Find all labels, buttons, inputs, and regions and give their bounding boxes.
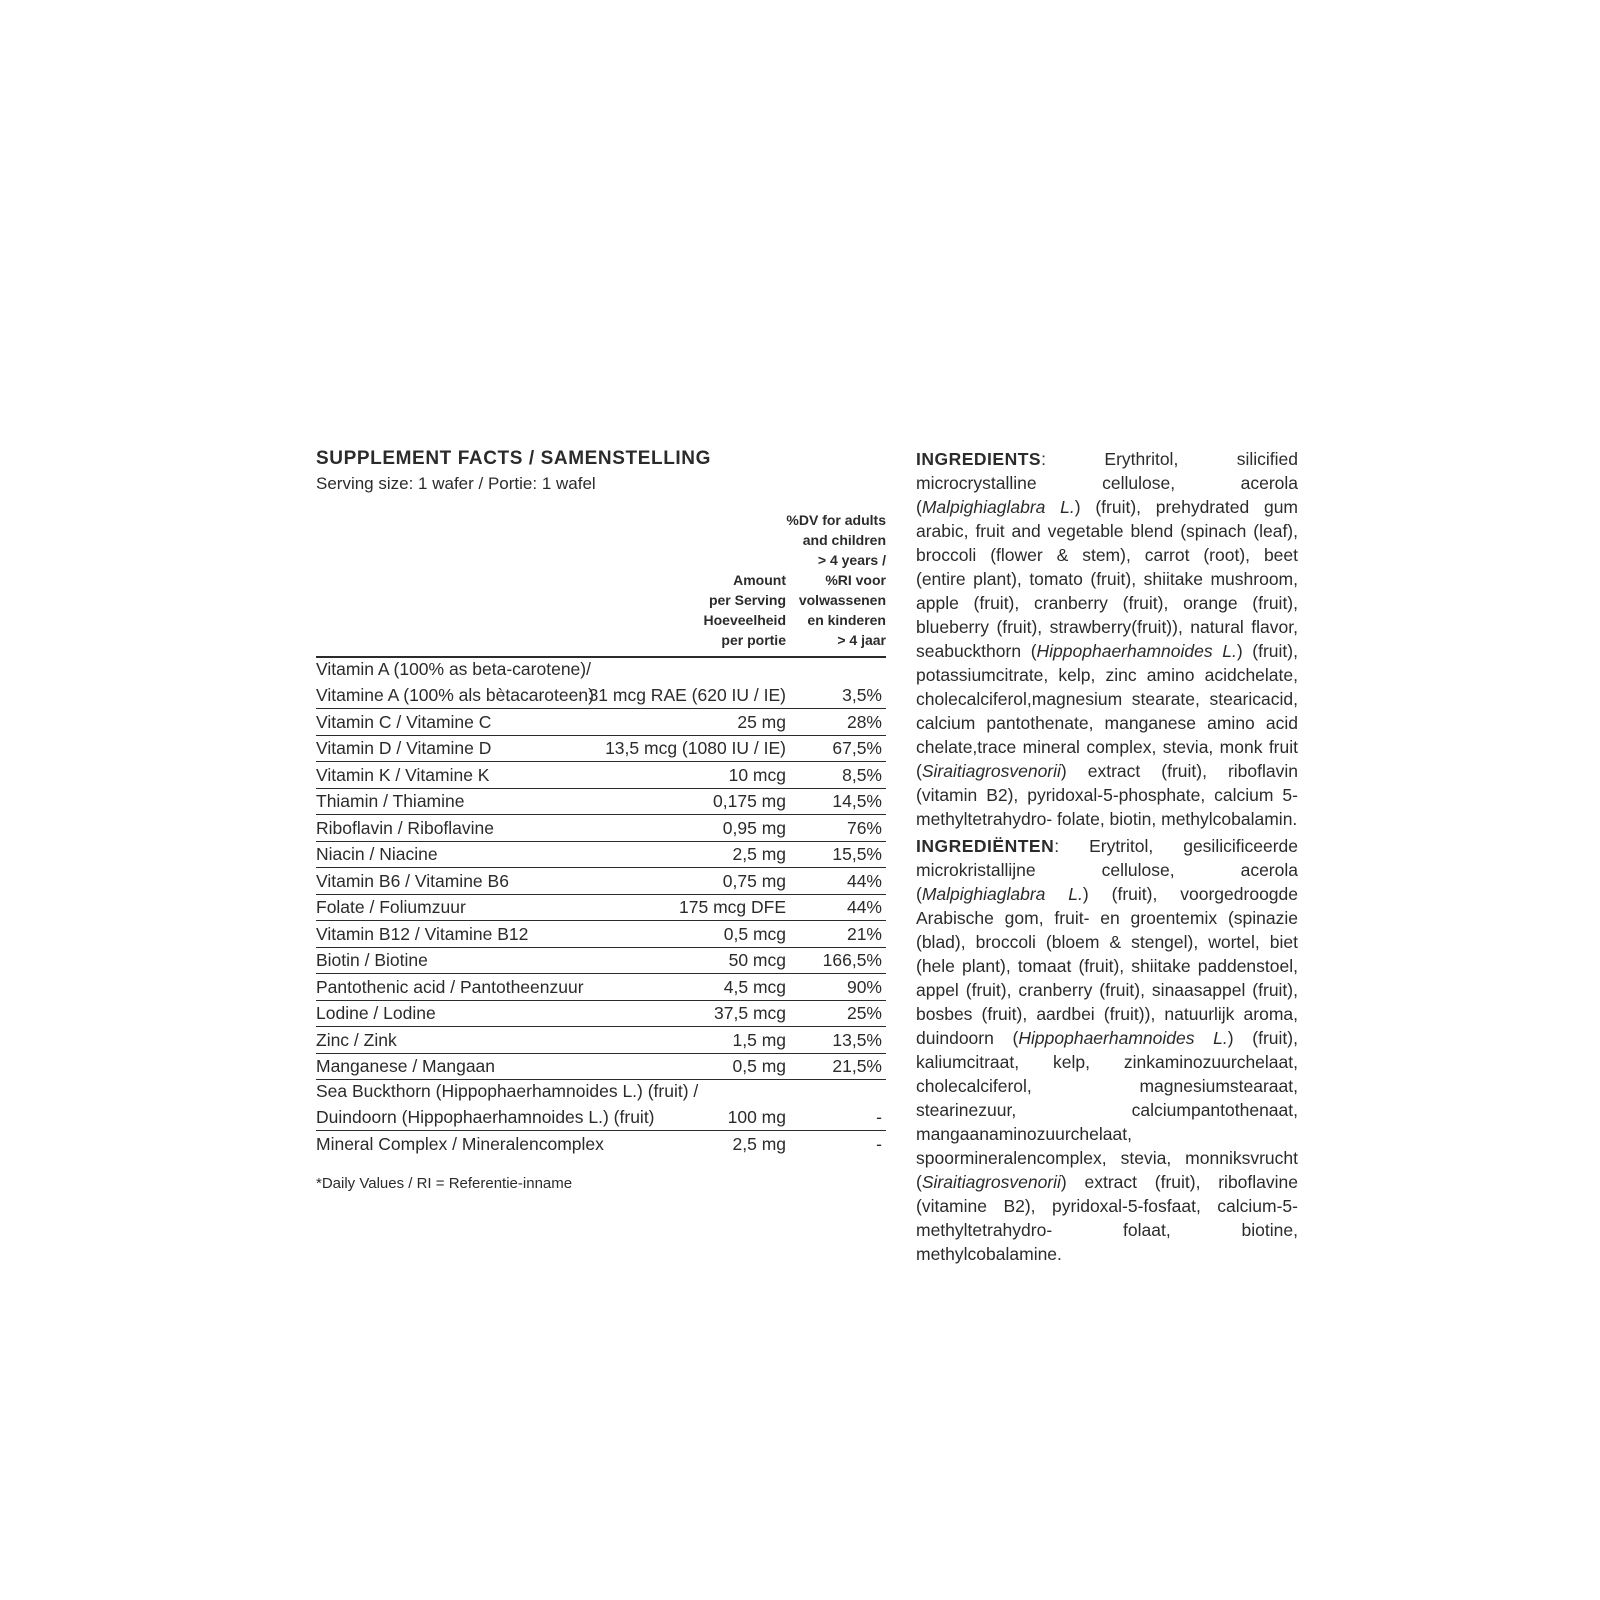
table-row xyxy=(316,762,886,789)
nutrient-name-line1: Vitamin A (100% as beta-carotene)/ xyxy=(316,659,591,679)
nutrient-amount: 31 mcg RAE (620 IU / IE) xyxy=(588,685,786,705)
nutrient-amount: 100 mg xyxy=(727,1107,786,1127)
nutrient-name: Biotin / Biotine xyxy=(316,950,428,970)
ingredients-text: : Erytritol, gesilicificeerde microkristallijne cellulose, acerola ( xyxy=(916,836,1298,904)
footnote: *Daily Values / RI = Referentie-inname xyxy=(316,1175,573,1192)
nutrient-dv: 3,5% xyxy=(842,685,882,705)
nutrient-dv: 90% xyxy=(846,976,882,997)
nutrient-name-line2: Duindoorn (Hippophaerhamnoides L.) (fruit) xyxy=(316,1107,655,1127)
nutrient-name: Pantothenic acid / Pantotheenzuur xyxy=(316,976,584,997)
nutrient-name: Riboflavin / Riboflavine xyxy=(316,817,495,838)
nutrient-amount: 2,5 mg xyxy=(732,1133,786,1154)
ingredients-label: INGREDIENTS xyxy=(916,449,1042,469)
nutrient-amount: 0,175 mg xyxy=(713,791,786,811)
table-row xyxy=(316,736,886,763)
serving-size: Serving size: 1 wafer / Portie: 1 wafel xyxy=(316,474,596,493)
table-row xyxy=(316,709,886,736)
amount-header-line: Amount xyxy=(733,572,786,588)
nutrient-dv: 67,5% xyxy=(832,738,882,758)
nutrient-name: Vitamin K / Vitamine K xyxy=(316,764,490,785)
latin-name: Malpighiaglabra L. xyxy=(921,884,1083,904)
nutrient-amount: 2,5 mg xyxy=(732,844,786,864)
nutrient-amount: 0,5 mcg xyxy=(723,923,786,944)
nutrient-name: Mineral Complex / Mineralencomplex xyxy=(316,1133,604,1154)
dv-header-line: %RI voor xyxy=(825,572,886,588)
latin-name: Siraitiagrosvenorii xyxy=(921,1172,1061,1192)
nutrient-name xyxy=(316,1078,698,1130)
nutrient-amount: 37,5 mcg xyxy=(714,1003,786,1023)
nutrient-amount: 0,5 mg xyxy=(732,1056,786,1076)
table-row xyxy=(316,1080,886,1131)
nutrient-name: Vitamin B12 / Vitamine B12 xyxy=(316,923,529,944)
nutrient-amount: 175 mcg DFE xyxy=(679,897,786,917)
dv-header-line: > 4 years / xyxy=(817,552,886,568)
ingredients-text: ) extract (fruit), riboflavin (vitamin B2), pyridoxal-5-phosphate, calcium 5-methyltetrahydro- folate, biotin, methylcobalamin. xyxy=(916,761,1298,829)
nutrient-dv: 25% xyxy=(846,1003,882,1023)
table-row xyxy=(316,789,886,816)
nutrient-name: Niacin / Niacine xyxy=(316,844,438,864)
nutrient-dv: 13,5% xyxy=(832,1029,882,1050)
nutrient-dv: 44% xyxy=(846,897,882,917)
nutrient-dv: 28% xyxy=(846,711,882,732)
nutrient-name: Thiamin / Thiamine xyxy=(316,791,465,811)
nutrient-name: Manganese / Mangaan xyxy=(316,1056,496,1076)
dv-header xyxy=(786,510,886,650)
dv-header-line: volwassenen xyxy=(798,592,886,608)
table-row xyxy=(316,948,886,975)
nutrient-dv: 21% xyxy=(846,923,882,944)
nutrient-amount: 0,95 mg xyxy=(722,817,786,838)
table-row xyxy=(316,1027,886,1054)
nutrient-rows xyxy=(316,658,886,1157)
latin-name: Hippophaerhamnoides L. xyxy=(1036,641,1237,661)
table-row xyxy=(316,1131,886,1157)
nutrient-dv: 8,5% xyxy=(842,764,882,785)
nutrient-dv: 21,5% xyxy=(832,1056,882,1076)
table-row xyxy=(316,895,886,922)
nutrient-dv: 166,5% xyxy=(822,950,882,970)
nutrient-name-line1: Sea Buckthorn (Hippophaerhamnoides L.) (fruit) / xyxy=(316,1081,699,1101)
table-header xyxy=(316,471,886,658)
table-row xyxy=(316,921,886,948)
table-row xyxy=(316,842,886,869)
table-row xyxy=(316,658,886,709)
table-row xyxy=(316,1054,886,1081)
nutrient-dv: 14,5% xyxy=(832,791,882,811)
table-row xyxy=(316,974,886,1001)
nutrient-amount: 4,5 mcg xyxy=(723,976,786,997)
ingredients-text: : Erythritol, silicified microcrystalline cellulose, acerola ( xyxy=(916,449,1298,517)
nutrient-name: Vitamin B6 / Vitamine B6 xyxy=(316,870,509,891)
facts-title: SUPPLEMENT FACTS / SAMENSTELLING xyxy=(316,448,711,469)
dv-header-line: %DV for adults xyxy=(786,512,886,528)
nutrient-name: Lodine / Lodine xyxy=(316,1003,436,1023)
nutrient-dv: 15,5% xyxy=(832,844,882,864)
ingredients-text: ) (fruit), potassiumcitrate, kelp, zinc amino acidchelate, cholecalciferol,magnesium stearate, stearicacid, calcium pantothenate, manganese amino acid chelate,trace mineral complex, stevia, monk fruit ( xyxy=(916,641,1298,781)
nutrient-amount: 1,5 mg xyxy=(732,1029,786,1050)
nutrient-dv: 76% xyxy=(846,817,882,838)
supplement-facts-panel xyxy=(316,447,886,1192)
nutrient-name xyxy=(316,656,594,708)
table-row xyxy=(316,868,886,895)
amount-header xyxy=(676,570,786,650)
nutrient-dv: 44% xyxy=(846,870,882,891)
ingredients-text: ) (fruit), kaliumcitraat, kelp, zinkaminozuurchelaat, cholecalciferol, magnesiumstearaat, stearinezuur, calciumpantothenaat, mangaanaminozuurchelaat, spoormineralencomplex, stevia, monniksvrucht ( xyxy=(916,1028,1298,1192)
nutrient-dv: - xyxy=(876,1107,882,1127)
dv-header-line: > 4 jaar xyxy=(837,632,886,648)
ingredients-english xyxy=(916,447,1298,831)
latin-name: Hippophaerhamnoides L. xyxy=(1018,1028,1228,1048)
dv-header-line: en kinderen xyxy=(807,612,886,628)
table-row xyxy=(316,1001,886,1028)
latin-name: Siraitiagrosvenorii xyxy=(921,761,1061,781)
ingredients-text: ) (fruit), prehydrated gum arabic, fruit and vegetable blend (spinach (leaf), broccoli (flower & stem), carrot (root), beet (entire plant), tomato (fruit), shiitake mushroom, apple (fruit), cranberry (fruit), orange (fruit), blueberry (fruit), strawberry(fruit)), natural flavor, seabuckthorn ( xyxy=(916,497,1298,661)
nutrient-amount: 13,5 mcg (1080 IU / IE) xyxy=(605,738,786,758)
ingredients-text: ) extract (fruit), riboflavine (vitamine B2), pyridoxal-5-fosfaat, calcium-5-methyltetrahydro- folaat, biotine, methylcobalamine. xyxy=(916,1172,1298,1264)
nutrient-name: Vitamin C / Vitamine C xyxy=(316,711,492,732)
latin-name: Malpighiaglabra L. xyxy=(921,497,1075,517)
nutrient-name: Vitamin D / Vitamine D xyxy=(316,738,492,758)
nutrient-name-line2: Vitamine A (100% als bètacaroteen) xyxy=(316,685,594,705)
nutrient-amount: 25 mg xyxy=(737,711,786,732)
nutrient-amount: 50 mcg xyxy=(728,950,786,970)
dv-header-line: and children xyxy=(802,532,886,548)
amount-header-line: per portie xyxy=(721,632,786,648)
amount-header-line: per Serving xyxy=(708,592,786,608)
nutrient-amount: 10 mcg xyxy=(728,764,786,785)
amount-header-line: Hoeveelheid xyxy=(703,612,786,628)
ingredients-text: ) (fruit), voorgedroogde Arabische gom, fruit- en groentemix (spinazie (blad), broccoli (bloem & stengel), wortel, biet (hele plant), tomaat (fruit), shiitake paddenstoel, appel (fruit), cranberry (fruit), sinaasappel (fruit), bosbes (fruit), aardbei (fruit)), natuurlijk aroma, duindoorn ( xyxy=(916,884,1298,1048)
ingredients-label: INGREDIËNTEN xyxy=(916,836,1055,856)
table-row xyxy=(316,815,886,842)
ingredients-dutch xyxy=(916,834,1298,1266)
nutrient-amount: 0,75 mg xyxy=(722,870,786,891)
nutrient-dv: - xyxy=(876,1133,882,1154)
nutrient-name: Zinc / Zink xyxy=(316,1029,397,1050)
nutrient-name: Folate / Foliumzuur xyxy=(316,897,466,917)
